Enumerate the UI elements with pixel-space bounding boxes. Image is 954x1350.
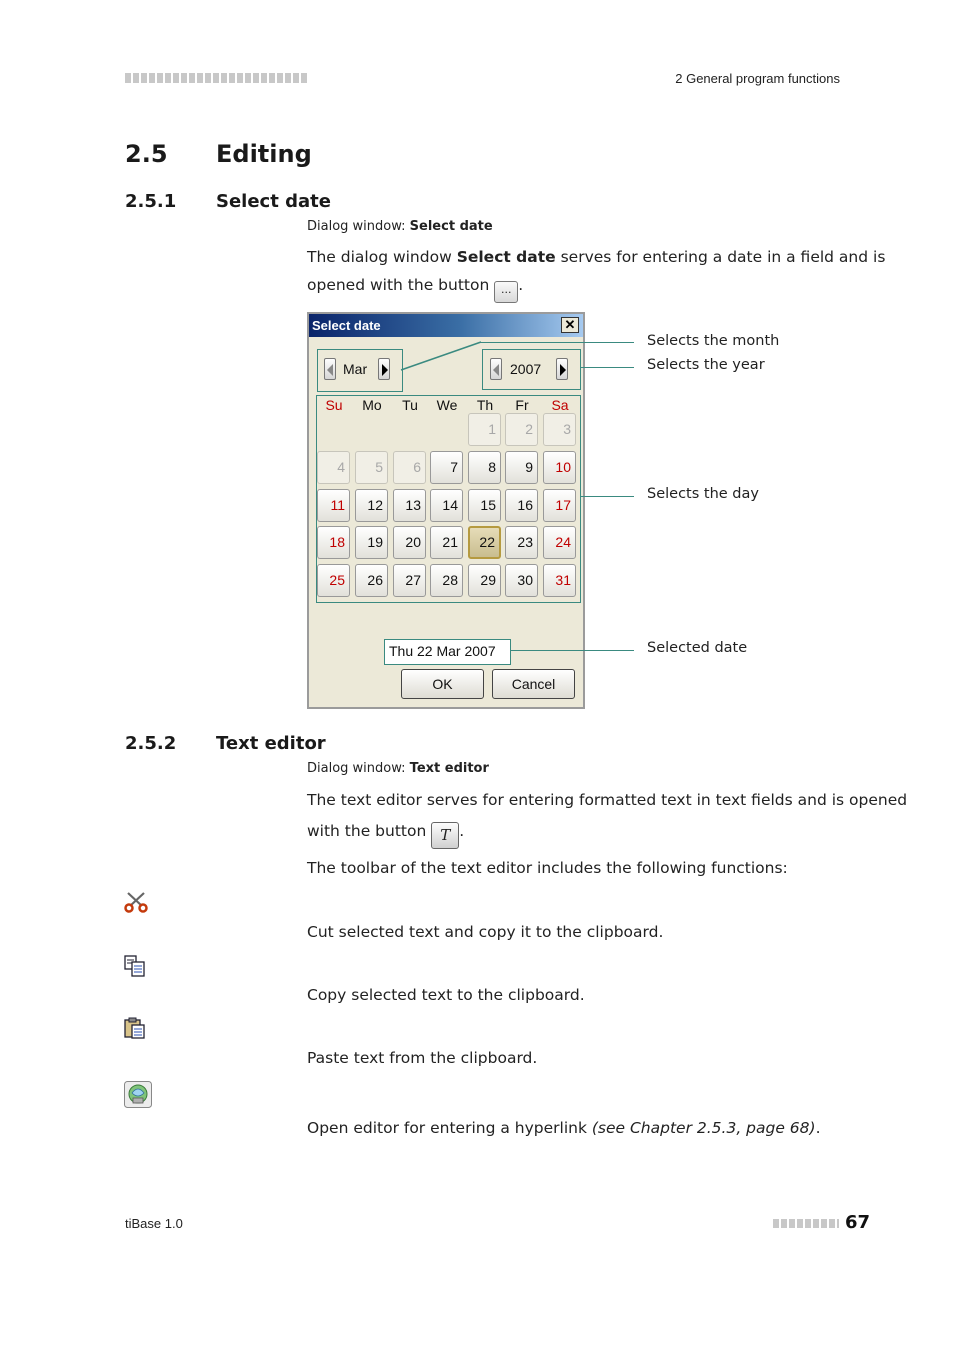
cross-reference-link[interactable]: (see Chapter 2.5.3, page 68) [591, 1119, 816, 1137]
ellipsis-button-icon: ... [494, 281, 518, 303]
copy-icon [124, 955, 146, 977]
day-button[interactable]: 17 [543, 489, 576, 522]
tool-desc-cut: Cut selected text and copy it to the clipboard. [307, 923, 664, 941]
day-button-selected[interactable]: 22 [468, 526, 501, 559]
header-decoration [125, 73, 307, 83]
selected-date-field: Thu 22 Mar 2007 [384, 639, 511, 665]
text-editor-button-icon: T [431, 822, 459, 849]
day-button[interactable]: 13 [393, 489, 426, 522]
day-button[interactable]: 11 [317, 489, 350, 522]
subsection-title: Select date [216, 191, 331, 212]
day-button[interactable]: 9 [505, 451, 538, 484]
weekday-label: We [436, 397, 458, 413]
day-button[interactable]: 1 [468, 413, 501, 446]
day-button[interactable]: 21 [430, 526, 463, 559]
day-button[interactable]: 7 [430, 451, 463, 484]
weekday-label: Tu [402, 397, 418, 413]
day-button[interactable]: 10 [543, 451, 576, 484]
tool-desc-copy: Copy selected text to the clipboard. [307, 986, 585, 1004]
year-value: 2007 [510, 361, 542, 377]
tool-desc-paste: Paste text from the clipboard. [307, 1049, 538, 1067]
select-date-paragraph-line2: opened with the button ... . [307, 274, 523, 303]
day-button[interactable]: 24 [543, 526, 576, 559]
weekday-label: Sa [551, 397, 569, 413]
page-number: 67 [845, 1212, 871, 1233]
month-next-arrow-icon[interactable] [378, 358, 390, 380]
subsection-number: 2.5.2 [125, 733, 177, 754]
weekday-label: Su [325, 397, 343, 413]
cancel-button[interactable]: Cancel [492, 669, 575, 699]
footer-product: tiBase 1.0 [125, 1216, 183, 1231]
day-button[interactable]: 3 [543, 413, 576, 446]
weekday-label: Th [476, 397, 494, 413]
scissors-icon [124, 891, 148, 913]
selected-date-leader-line [510, 650, 634, 651]
close-icon[interactable]: ✕ [561, 317, 579, 333]
weekday-label: Fr [515, 397, 529, 413]
dialog-title: Select date [312, 318, 381, 333]
day-button[interactable]: 23 [505, 526, 538, 559]
day-button[interactable]: 30 [505, 564, 538, 597]
day-button[interactable]: 26 [355, 564, 388, 597]
year-prev-arrow-icon[interactable] [490, 358, 502, 380]
day-button[interactable]: 5 [355, 451, 388, 484]
paste-icon [124, 1017, 146, 1039]
ok-button[interactable]: OK [401, 669, 484, 699]
day-button[interactable]: 31 [543, 564, 576, 597]
month-value: Mar [343, 361, 368, 377]
text-editor-paragraph-line2: with the button T . [307, 820, 464, 849]
dialog-window-label: Dialog window: Text editor [307, 761, 489, 776]
day-button[interactable]: 18 [317, 526, 350, 559]
day-button[interactable]: 2 [505, 413, 538, 446]
select-date-paragraph: The dialog window Select date serves for entering a date in a field and is [307, 248, 886, 266]
year-leader-line [580, 367, 634, 368]
section-title: Editing [216, 140, 312, 168]
text-editor-paragraph: The text editor serves for entering formatted text in text fields and is opened [307, 791, 908, 809]
day-button[interactable]: 27 [393, 564, 426, 597]
month-prev-arrow-icon[interactable] [324, 358, 336, 380]
day-button[interactable]: 29 [468, 564, 501, 597]
day-button[interactable]: 25 [317, 564, 350, 597]
callout-month: Selects the month [647, 333, 780, 349]
tool-desc-hyperlink: Open editor for entering a hyperlink (see Chapter 2.5.3, page 68). [307, 1119, 821, 1137]
day-button[interactable]: 14 [430, 489, 463, 522]
subsection-number: 2.5.1 [125, 191, 177, 212]
dialog-window-label: Dialog window: Select date [307, 219, 493, 234]
day-button[interactable]: 6 [393, 451, 426, 484]
callout-selected-date: Selected date [647, 640, 748, 656]
subsection-title: Text editor [216, 733, 326, 754]
section-number: 2.5 [125, 140, 168, 168]
day-button[interactable]: 15 [468, 489, 501, 522]
hyperlink-icon [124, 1081, 152, 1108]
dialog-title-bar [309, 314, 583, 337]
callout-day: Selects the day [647, 486, 759, 502]
day-button[interactable]: 20 [393, 526, 426, 559]
toolbar-intro: The toolbar of the text editor includes the following functions: [307, 859, 788, 877]
day-button[interactable]: 12 [355, 489, 388, 522]
day-button[interactable]: 4 [317, 451, 350, 484]
weekday-label: Mo [362, 397, 382, 413]
footer-decoration [773, 1219, 839, 1228]
day-button[interactable]: 8 [468, 451, 501, 484]
month-leader-line [480, 342, 634, 343]
day-button[interactable]: 28 [430, 564, 463, 597]
day-button[interactable]: 19 [355, 526, 388, 559]
year-next-arrow-icon[interactable] [556, 358, 568, 380]
day-leader-line [580, 496, 634, 497]
header-chapter: 2 General program functions [675, 71, 840, 86]
day-button[interactable]: 16 [505, 489, 538, 522]
month-leader-diagonal [400, 341, 482, 371]
callout-year: Selects the year [647, 357, 765, 373]
